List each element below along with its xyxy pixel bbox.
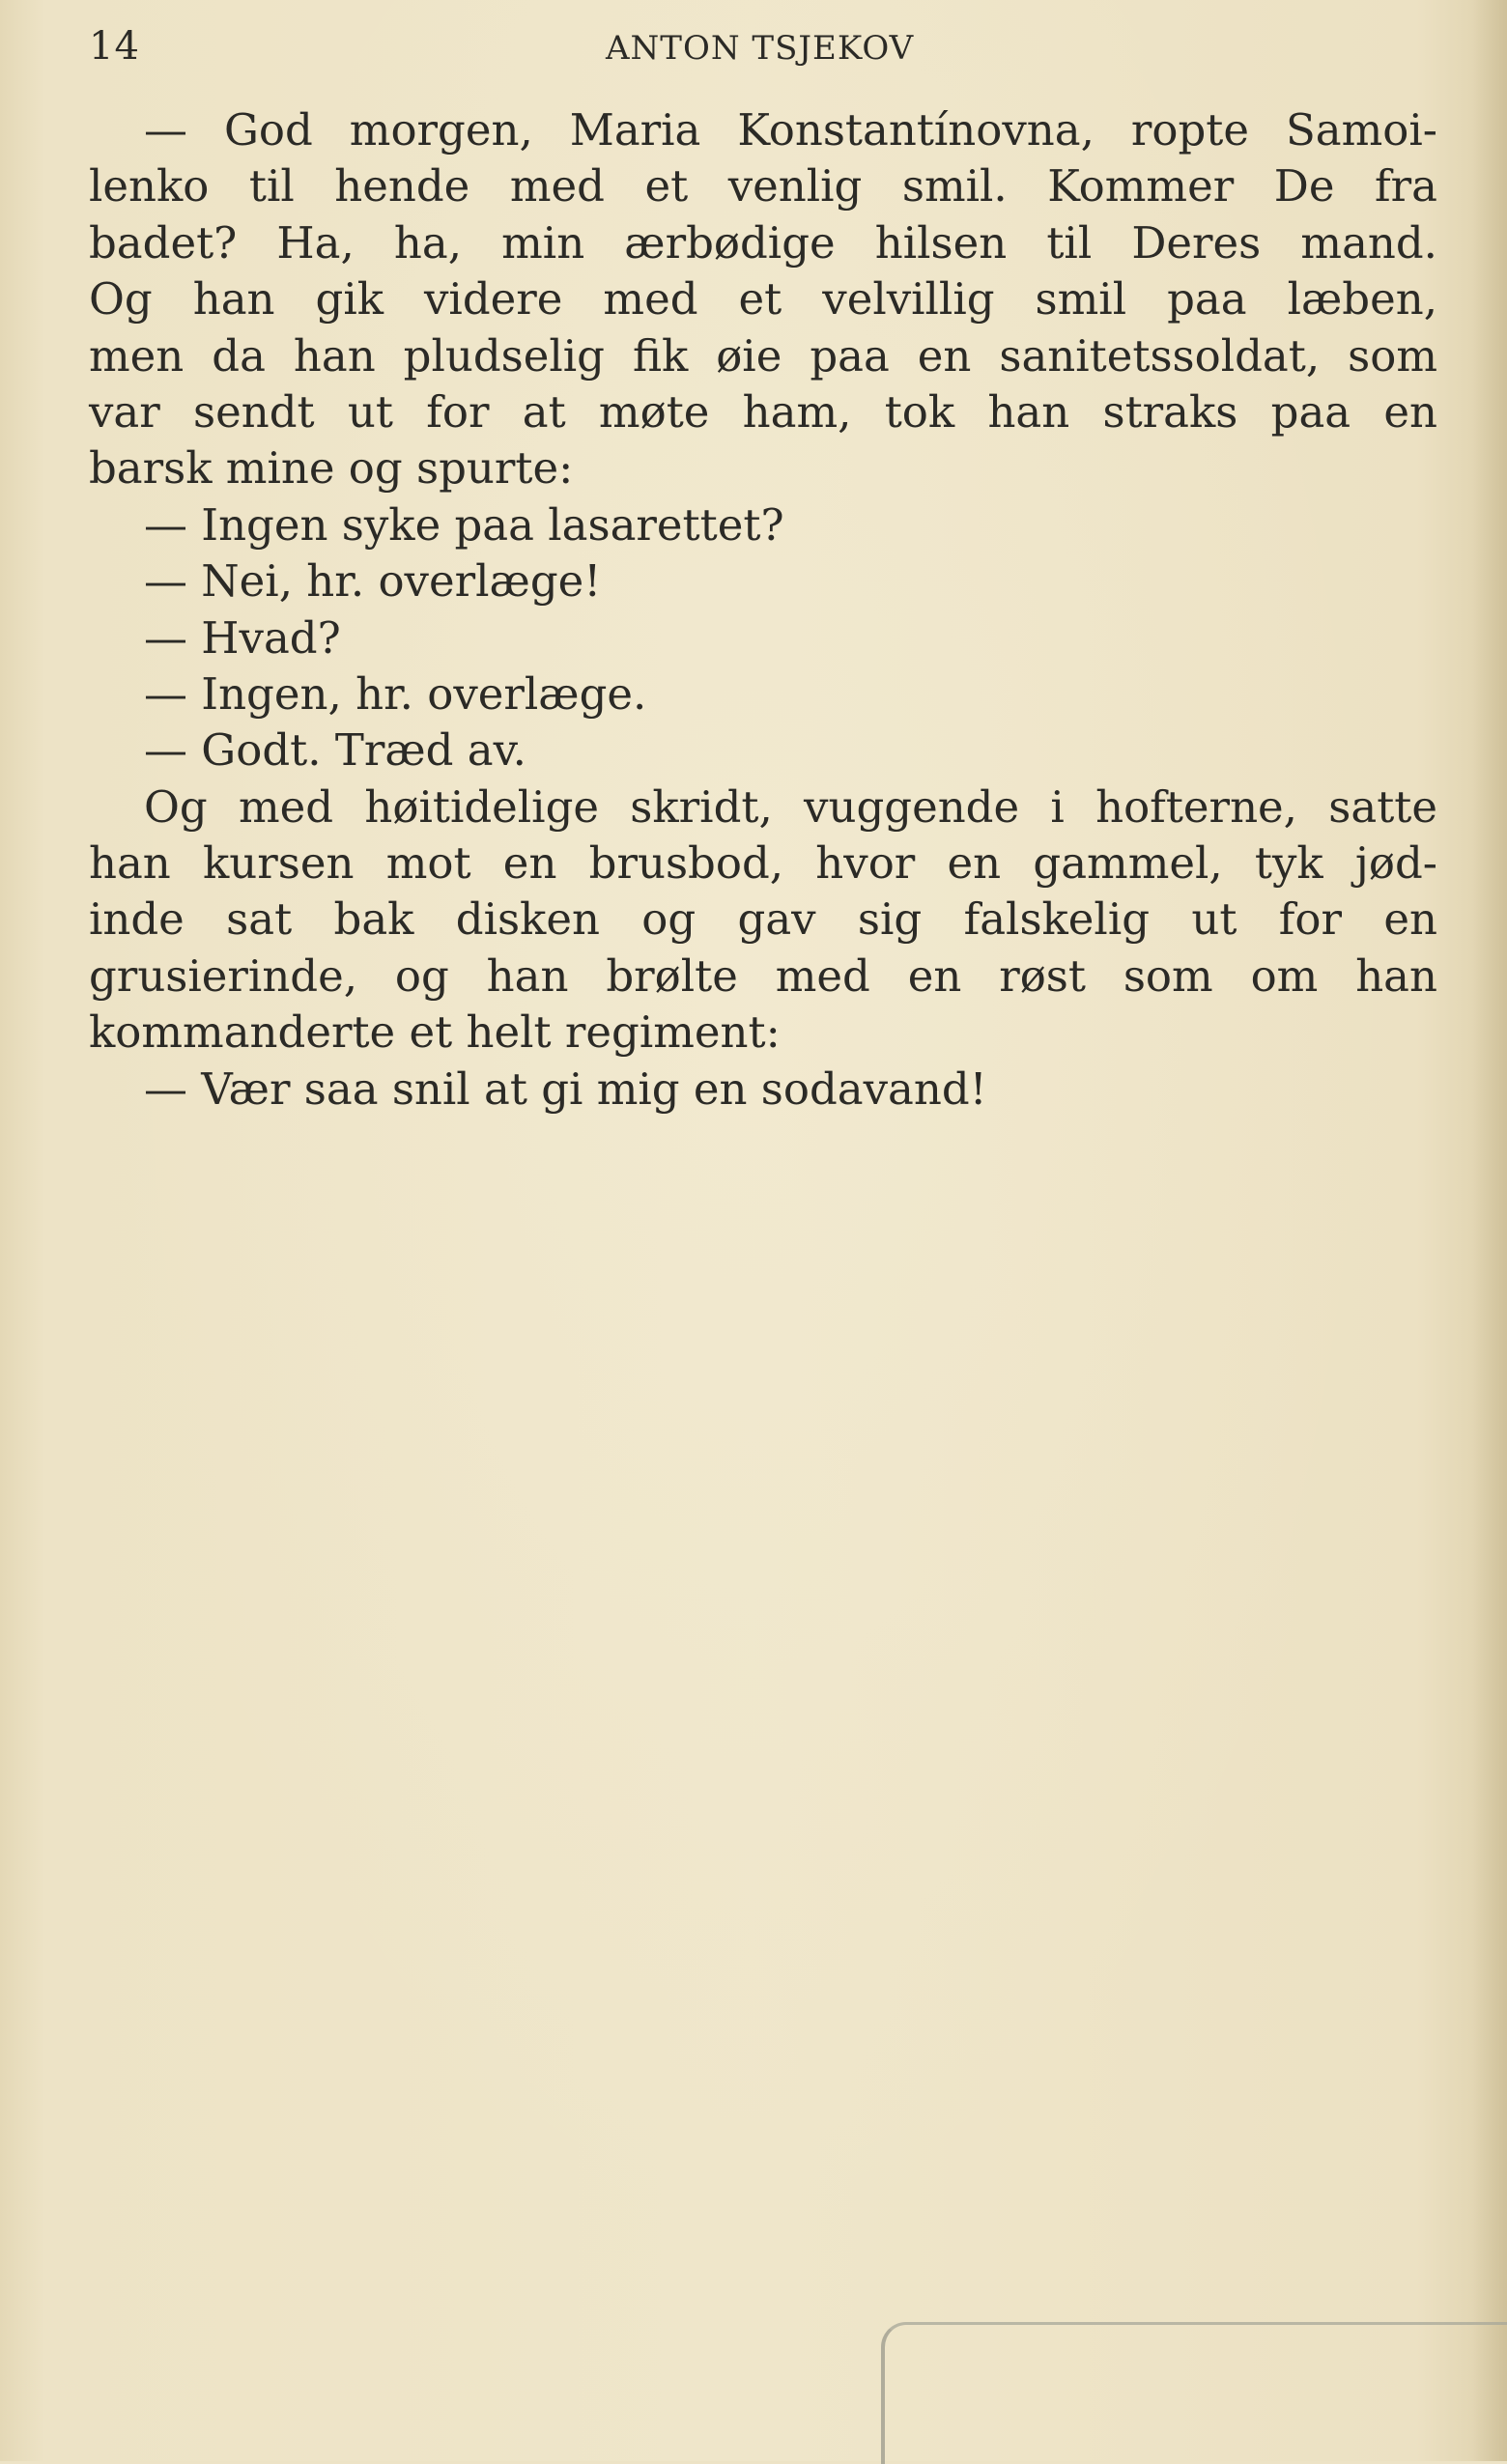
text-line: kommanderte et helt regiment: <box>89 1006 781 1059</box>
text-line: Og med høitidelige skridt, vuggende i hofterne, satte <box>144 780 1437 833</box>
dialogue-line: — Hvad? <box>144 611 341 664</box>
body-text <box>89 102 1437 1118</box>
text-line: barsk mine og spurte: <box>89 442 574 495</box>
page-edge-shadow <box>1472 0 1507 2461</box>
text-line: badet? Ha, ha, min ærbødige hilsen til Deres mand. <box>89 216 1437 269</box>
text-line: — God morgen, Maria Konstantínovna, ropte Samoi‐ <box>144 104 1437 156</box>
text-line: han kursen mot en brusbod, hvor en gammel, tyk jød‐ <box>89 837 1437 890</box>
library-stamp-outline <box>881 2322 1507 2464</box>
dialogue-line: — Vær saa snil at gi mig en sodavand! <box>144 1062 987 1115</box>
dialogue-line: — Nei, hr. overlæge! <box>144 555 602 608</box>
text-line: var sendt ut for at møte ham, tok han straks paa en <box>89 385 1437 438</box>
dialogue-line: — Ingen syke paa lasarettet? <box>144 498 784 551</box>
dialogue-line: — Ingen, hr. overlæge. <box>144 667 647 720</box>
running-head: ANTON TSJEKOV <box>606 29 915 68</box>
text-line: grusierinde, og han brølte med en røst som om han <box>89 949 1437 1002</box>
text-line: inde sat bak disken og gav sig falskelig ut for en <box>89 893 1437 946</box>
text-line: men da han pludselig fik øie paa en sanitetssoldat, som <box>89 329 1437 382</box>
text-line: lenko til hende med et venlig smil. Kommer De fra <box>89 160 1437 212</box>
text-line: Og han gik videre med et velvillig smil paa læben, <box>89 273 1437 326</box>
page-header <box>89 17 1437 75</box>
dialogue-line: — Godt. Træd av. <box>144 724 526 777</box>
page-number: 14 <box>89 24 140 69</box>
